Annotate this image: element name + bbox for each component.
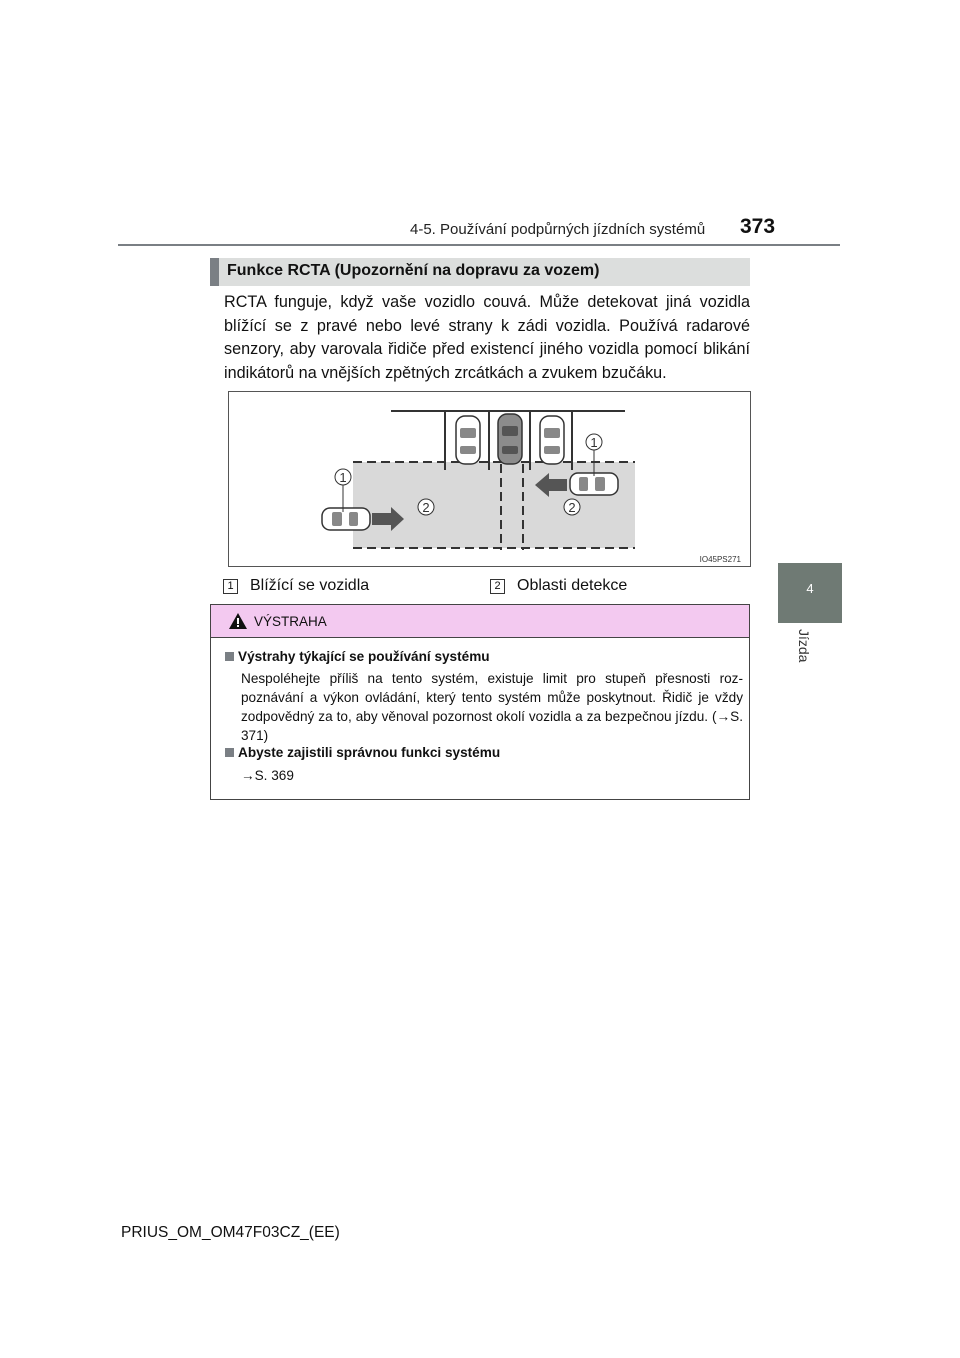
bullet-square-icon	[225, 748, 234, 757]
legend-item-2	[490, 577, 627, 595]
header-rule	[118, 244, 840, 246]
legend-label-2: Oblasti detekce	[517, 577, 628, 594]
chapter-side-label: Jízda	[796, 629, 812, 663]
warning-item-2-text: →S. 369	[241, 768, 294, 783]
approaching-vehicle-left	[322, 507, 404, 531]
warning-box	[210, 604, 750, 800]
footer-doc-id: PRIUS_OM_OM47F03CZ_(EE)	[121, 1224, 340, 1241]
chapter-side-tab[interactable]	[778, 563, 842, 623]
warning-item-1-text: Nespoléhejte příliš na tento systém, existuje limit pro stupeň přesnosti roz- poznávání a výkon ovládání, který tento systém může poskytnout. Řidič je vždy zodpovědný za to, aby věnoval pozornost okolí vozidla a za bezpečnou jízdu. (→S. 371)	[241, 671, 743, 743]
svg-text:2: 2	[568, 500, 576, 515]
bullet-square-icon	[225, 652, 234, 661]
callout-2-left	[418, 499, 434, 515]
warning-triangle-icon	[228, 612, 248, 630]
warning-title: VÝSTRAHA	[254, 614, 327, 629]
warning-item-2-heading: Abyste zajistili správnou funkci systému	[225, 745, 500, 760]
center-lane-shade	[501, 462, 523, 548]
section-bar-accent	[210, 258, 219, 286]
page-number: 373	[740, 215, 776, 238]
legend-badge-2: 2	[490, 579, 505, 594]
callout-1-left	[335, 469, 351, 512]
diagram-code: IO45PS271	[699, 555, 741, 564]
rcta-diagram	[228, 391, 751, 567]
legend-label-1: Blížící se vozidla	[250, 577, 370, 594]
intro-paragraph: RCTA funguje, když vaše vozidlo couvá. Může detekovat jiná vozidla blížící se z pravé nebo levé strany k zádi vozidla. Používá radarové senzory, aby varovala řidiče před existencí jiného vozidla pomocí blikání indikátorů na vnějších zpětných zrcátkách a zvukem bzučáku.	[224, 293, 750, 383]
legend-badge-1: 1	[223, 579, 238, 594]
parked-car-left	[456, 416, 480, 464]
warning-item-1-heading: Výstrahy týkající se používání systému	[225, 649, 490, 664]
svg-text:1: 1	[339, 470, 347, 485]
svg-text:1: 1	[590, 435, 598, 450]
callout-2-right	[564, 499, 580, 515]
svg-text:2: 2	[422, 500, 430, 515]
chapter-number: 4	[806, 581, 814, 596]
legend-item-1	[223, 577, 369, 595]
own-vehicle	[498, 414, 522, 464]
section-title: Funkce RCTA (Upozornění na dopravu za vozem)	[227, 262, 600, 279]
warning-header	[211, 605, 749, 638]
chapter-title: 4-5. Používání podpůrných jízdních systémů	[410, 221, 706, 238]
parked-car-right	[540, 416, 564, 464]
section-heading-bar	[210, 258, 750, 286]
approaching-vehicle-right	[535, 473, 618, 497]
